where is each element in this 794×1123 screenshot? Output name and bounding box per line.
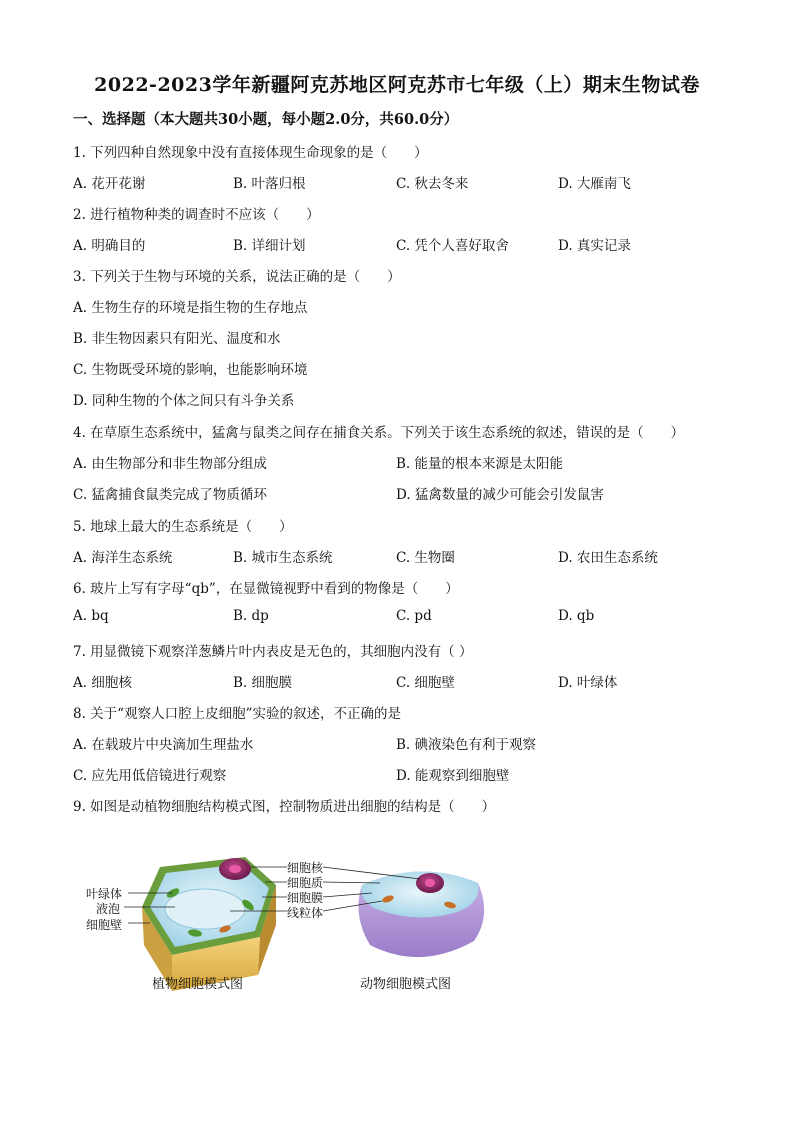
question-6-option-d: D. qb	[558, 608, 595, 624]
question-7-option-d: D. 叶绿体	[558, 675, 618, 691]
question-2-stem: 2. 进行植物种类的调查时不应该（ ）	[73, 207, 320, 223]
question-7-stem: 7. 用显微镜下观察洋葱鳞片叶内表皮是无色的，其细胞内没有（ ）	[73, 644, 473, 660]
question-1-option-b: B. 叶落归根	[233, 176, 306, 192]
label-cell-wall: 细胞壁	[86, 918, 123, 932]
label-cytoplasm: 细胞质	[287, 876, 324, 890]
label-cell-membrane: 细胞膜	[287, 891, 324, 905]
section-heading: 一、选择题（本大题共30小题，每小题2.0分，共60.0分）	[73, 111, 459, 128]
label-vacuole: 液泡	[96, 902, 121, 916]
question-2-option-a: A. 明确目的	[73, 238, 146, 254]
question-7-option-c: C. 细胞壁	[396, 675, 455, 691]
plant-cell-caption: 植物细胞模式图	[152, 977, 244, 992]
question-4-stem: 4. 在草原生态系统中，猛禽与鼠类之间存在捕食关系。下列关于该生态系统的叙述，错误的是（ ）	[73, 425, 685, 441]
question-7-option-b: B. 细胞膜	[233, 675, 293, 691]
question-5-option-d: D. 农田生态系统	[558, 550, 658, 566]
question-1-option-a: A. 花开花谢	[73, 176, 146, 192]
label-nucleus: 细胞核	[287, 861, 324, 875]
question-3-option-c: C. 生物既受环境的影响，也能影响环境	[73, 362, 308, 378]
question-3-option-a: A. 生物生存的环境是指生物的生存地点	[73, 300, 308, 316]
label-chloroplast: 叶绿体	[86, 887, 123, 901]
question-4-option-c: C. 猛禽捕食鼠类完成了物质循环	[73, 487, 267, 503]
question-7-option-a: A. 细胞核	[73, 675, 132, 691]
question-8-option-b: B. 碘液染色有利于观察	[396, 737, 537, 753]
question-5-option-b: B. 城市生态系统	[233, 550, 333, 566]
question-9-stem: 9. 如图是动植物细胞结构模式图，控制物质进出细胞的结构是（ ）	[73, 799, 496, 815]
question-5-option-a: A. 海洋生态系统	[73, 550, 173, 566]
question-3-option-b: B. 非生物因素只有阳光、温度和水	[73, 331, 281, 347]
question-4-option-a: A. 由生物部分和非生物部分组成	[73, 456, 267, 472]
label-mitochondria: 线粒体	[287, 906, 324, 920]
question-5-stem: 5. 地球上最大的生态系统是（ ）	[73, 519, 293, 535]
question-2-option-d: D. 真实记录	[558, 238, 631, 254]
question-6-option-c: C. pd	[396, 608, 432, 624]
question-6-stem: 6. 玻片上写有字母“qb”，在显微镜视野中看到的物像是（ ）	[73, 581, 459, 597]
page-title: 2022-2023学年新疆阿克苏地区阿克苏市七年级（上）期末生物试卷	[94, 74, 700, 96]
animal-nucleolus-shape	[425, 879, 435, 887]
question-1-option-d: D. 大雁南飞	[558, 176, 631, 192]
plant-nucleolus-shape	[229, 865, 241, 873]
plant-cell-illustration	[142, 857, 276, 991]
question-1-option-c: C. 秋去冬来	[396, 176, 469, 192]
question-6-option-b: B. dp	[233, 608, 269, 624]
question-6-option-a: A. bq	[73, 608, 109, 624]
question-4-option-b: B. 能量的根本来源是太阳能	[396, 456, 564, 472]
question-5-option-c: C. 生物圈	[396, 550, 455, 566]
question-2-option-b: B. 详细计划	[233, 238, 306, 254]
cell-structure-figure	[80, 845, 500, 1005]
animal-cell-caption: 动物细胞模式图	[360, 977, 452, 992]
question-8-option-d: D. 能观察到细胞壁	[396, 768, 510, 784]
animal-cell-illustration	[358, 871, 484, 957]
question-2-option-c: C. 凭个人喜好取舍	[396, 238, 509, 254]
question-8-option-a: A. 在载玻片中央滴加生理盐水	[73, 737, 254, 753]
question-8-option-c: C. 应先用低倍镜进行观察	[73, 768, 227, 784]
question-1-stem: 1. 下列四种自然现象中没有直接体现生命现象的是（ ）	[73, 145, 428, 161]
vacuole-shape	[165, 889, 245, 929]
question-8-stem: 8. 关于“观察人口腔上皮细胞”实验的叙述，不正确的是	[73, 706, 401, 722]
question-3-stem: 3. 下列关于生物与环境的关系，说法正确的是（ ）	[73, 269, 401, 285]
question-3-option-d: D. 同种生物的个体之间只有斗争关系	[73, 393, 295, 409]
question-4-option-d: D. 猛禽数量的减少可能会引发鼠害	[396, 487, 604, 503]
